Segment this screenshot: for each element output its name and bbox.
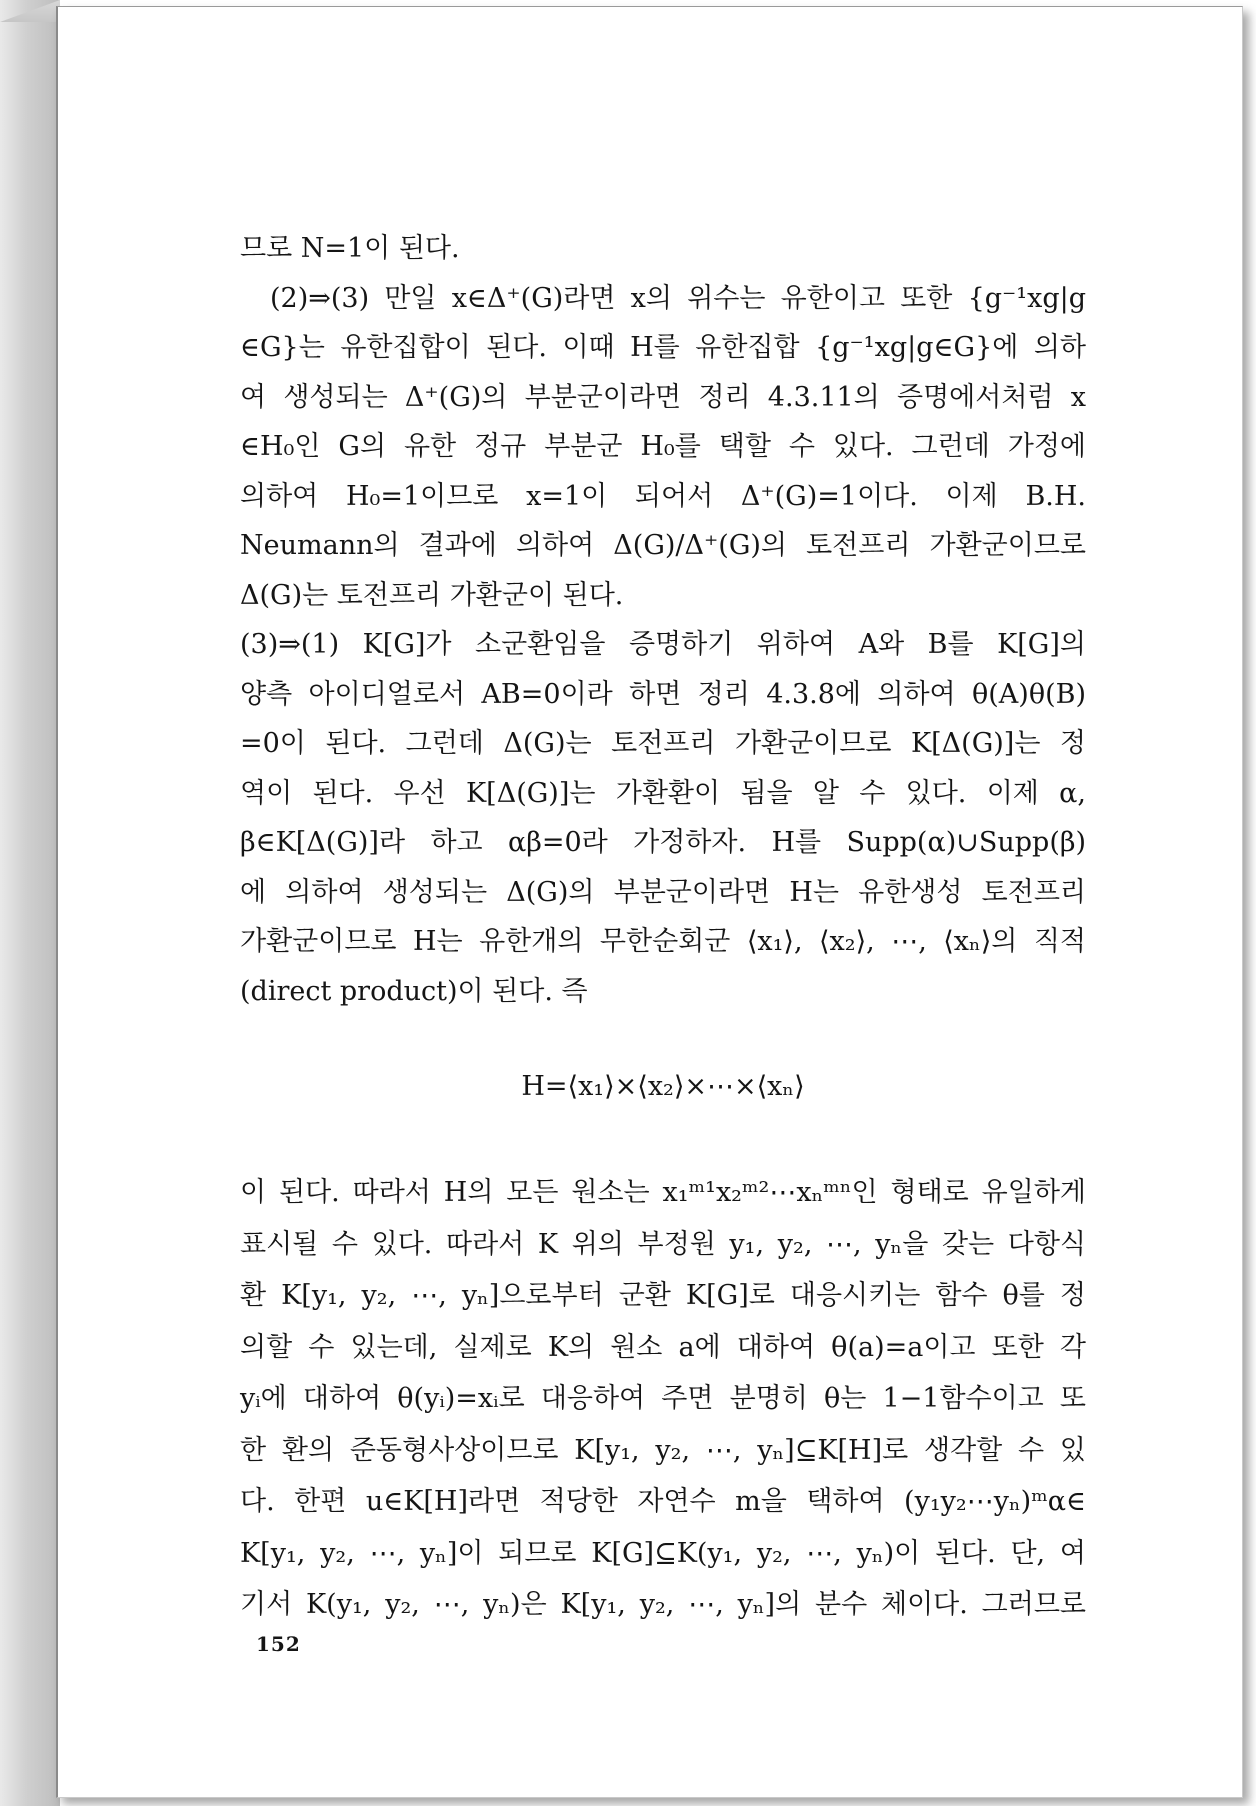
text-line: 여 생성되는 Δ⁺(G)의 부분군이라면 정리 4.3.11의 증명에서처럼 x bbox=[240, 381, 1086, 413]
page-number: 152 bbox=[256, 1632, 301, 1656]
text-line: 다. 한편 u∈K[H]라면 적당한 자연수 m을 택하여 (y₁y₂⋯yₙ)ᵐα∈ bbox=[240, 1486, 1086, 1517]
text-line: Neumann의 결과에 의하여 Δ(G)/Δ⁺(G)의 토전프리 가환군이므로 bbox=[240, 530, 1086, 561]
text-line: (2)⇒(3) 만일 x∈Δ⁺(G)라면 x의 위수는 유한이고 또한 {g⁻¹xg|g bbox=[270, 282, 1086, 314]
text-line: 이 된다. 따라서 H의 모든 원소는 x₁ᵐ¹x₂ᵐ²⋯xₙᵐⁿ인 형태로 유일하게 bbox=[240, 1177, 1086, 1208]
text-line: K[y₁, y₂, ⋯, yₙ]이 되므로 K[G]⊆K(y₁, y₂, ⋯, yₙ)이 된다. 단, 여 bbox=[240, 1537, 1086, 1569]
text-line: (direct product)이 된다. 즉 bbox=[240, 975, 588, 1007]
text-line: β∈K[Δ(G)]라 하고 αβ=0라 가정하자. H를 Supp(α)∪Supp(β) bbox=[240, 827, 1086, 858]
book-spine bbox=[0, 0, 60, 1806]
text-line: (3)⇒(1) K[G]가 소군환임을 증명하기 위하여 A와 B를 K[G]의 bbox=[240, 629, 1086, 660]
text-line: ∈G}는 유한집합이 된다. 이때 H를 유한집합 {g⁻¹xg|g∈G}에 의하 bbox=[240, 332, 1086, 363]
text-line: ∈H₀인 G의 유한 정규 부분군 H₀를 택할 수 있다. 그런데 가정에 bbox=[240, 431, 1086, 462]
text-line: 므로 N=1이 된다. bbox=[240, 233, 460, 264]
text-line: Δ(G)는 토전프리 가환군이 된다. bbox=[240, 579, 624, 611]
display-formula: H=⟨x₁⟩×⟨x₂⟩×⋯×⟨xₙ⟩ bbox=[521, 1071, 805, 1102]
text-line: 환 K[y₁, y₂, ⋯, yₙ]으로부터 군환 K[G]로 대응시키는 함수 θ를 정 bbox=[240, 1280, 1086, 1311]
text-line: 의하여 H₀=1이므로 x=1이 되어서 Δ⁺(G)=1이다. 이제 B.H. bbox=[240, 480, 1086, 512]
text-line: 양측 아이디얼로서 AB=0이라 하면 정리 4.3.8에 의하여 θ(A)θ(B) bbox=[240, 678, 1086, 710]
text-line: 에 의하여 생성되는 Δ(G)의 부분군이라면 H는 유한생성 토전프리 bbox=[240, 876, 1086, 908]
text-line: 표시될 수 있다. 따라서 K 위의 부정원 y₁, y₂, ⋯, yₙ을 갖는 다항식 bbox=[240, 1228, 1086, 1260]
paragraph-2 bbox=[240, 1167, 1086, 1631]
text-line: 가환군이므로 H는 유한개의 무한순회군 ⟨x₁⟩, ⟨x₂⟩, ⋯, ⟨xₙ⟩의 직적 bbox=[240, 926, 1086, 957]
text-line: 한 환의 준동형사상이므로 K[y₁, y₂, ⋯, yₙ]⊆K[H]로 생각할 수 있 bbox=[240, 1434, 1086, 1466]
text-line: 기서 K(y₁, y₂, ⋯, yₙ)은 K[y₁, y₂, ⋯, yₙ]의 분수 체이다. 그러므로 bbox=[240, 1589, 1086, 1620]
text-line: 의할 수 있는데, 실제로 K의 원소 a에 대하여 θ(a)=a이고 또한 각 bbox=[240, 1331, 1086, 1363]
text-line: =0이 된다. 그런데 Δ(G)는 토전프리 가환군이므로 K[Δ(G)]는 정 bbox=[240, 728, 1086, 759]
paragraph-1 bbox=[240, 224, 1086, 1016]
text-line: yᵢ에 대하여 θ(yᵢ)=xᵢ로 대응하여 주면 분명히 θ는 1−1함수이고 또 bbox=[240, 1383, 1086, 1414]
spine-top-edge bbox=[0, 0, 60, 22]
text-line: 역이 된다. 우선 K[Δ(G)]는 가환환이 됨을 알 수 있다. 이제 α, bbox=[240, 777, 1086, 809]
